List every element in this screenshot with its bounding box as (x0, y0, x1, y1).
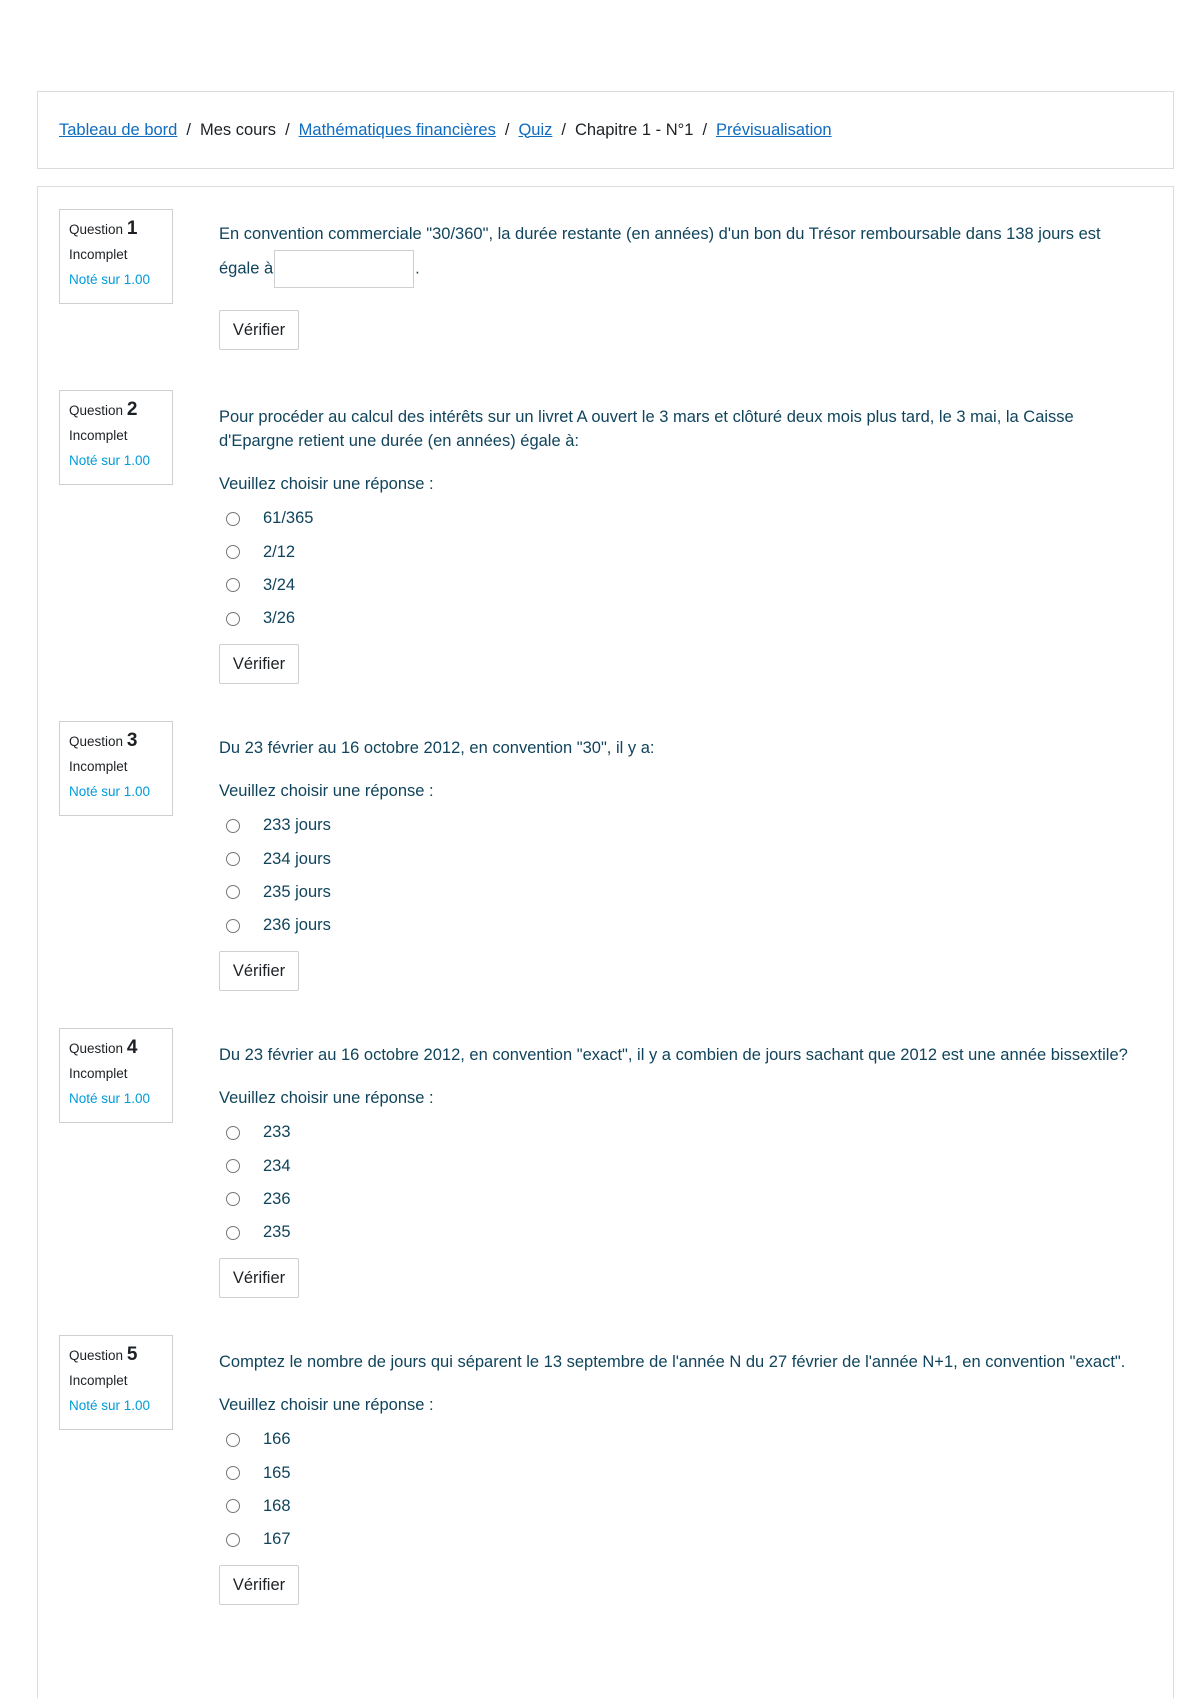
radio-button[interactable] (226, 852, 240, 866)
answer-option[interactable] (219, 569, 1143, 602)
answer-option[interactable] (219, 876, 1143, 909)
answer-label: 233 (263, 1123, 291, 1142)
answer-list (219, 1116, 1143, 1250)
radio-button[interactable] (226, 1499, 240, 1513)
radio-button[interactable] (226, 919, 240, 933)
check-button[interactable]: Vérifier (219, 951, 299, 991)
question-state: Incomplet (69, 428, 128, 443)
question-mark: Noté sur 1.00 (69, 272, 151, 287)
answer-label: 3/24 (263, 575, 296, 594)
answer-option[interactable] (219, 535, 1143, 568)
answer-option[interactable] (219, 1456, 1143, 1489)
answer-list (219, 809, 1143, 943)
question-mark: Noté sur 1.00 (69, 1398, 151, 1413)
radio-button[interactable] (226, 578, 240, 592)
question-label: Question (69, 1348, 124, 1363)
answer-prompt: Veuillez choisir une réponse : (219, 1396, 434, 1414)
answer-label: 167 (263, 1530, 291, 1549)
answer-label: 166 (263, 1430, 291, 1449)
radio-button[interactable] (226, 1433, 240, 1447)
question-mark: Noté sur 1.00 (69, 453, 151, 468)
questions-panel (37, 186, 1174, 1698)
question-state: Incomplet (69, 759, 128, 774)
question-label: Question (69, 403, 124, 418)
answer-option[interactable] (219, 1183, 1143, 1216)
question-content (219, 736, 1143, 991)
breadcrumb-separator: / (702, 120, 708, 139)
answer-option[interactable] (219, 1523, 1143, 1556)
answer-option[interactable] (219, 1116, 1143, 1149)
question-content (219, 222, 1143, 350)
answer-label: 236 (263, 1189, 291, 1208)
question-number: 3 (126, 730, 138, 751)
radio-button[interactable] (226, 1533, 240, 1547)
breadcrumb-separator: / (561, 120, 566, 139)
answer-option[interactable] (219, 1490, 1143, 1523)
question-state: Incomplet (69, 247, 128, 262)
question-title (69, 220, 172, 239)
answer-label: 168 (263, 1496, 291, 1515)
question-content (219, 405, 1143, 684)
breadcrumb-separator: / (504, 120, 510, 139)
question-mark: Noté sur 1.00 (69, 784, 151, 799)
question-text-after: . (415, 259, 420, 278)
question-title (69, 732, 172, 751)
answer-label: 235 (263, 1223, 291, 1242)
answer-label: 165 (263, 1463, 291, 1482)
question-text: Comptez le nombre de jours qui séparent le 13 septembre de l'année N du 27 février de l'année N+1, en convention "exact". (219, 1353, 1126, 1371)
answer-prompt: Veuillez choisir une réponse : (219, 1089, 434, 1107)
radio-button[interactable] (226, 545, 240, 559)
answer-prompt: Veuillez choisir une réponse : (219, 782, 434, 800)
breadcrumb-separator: / (285, 120, 290, 139)
check-button[interactable]: Vérifier (219, 310, 299, 350)
question-number: 5 (126, 1344, 138, 1365)
radio-button[interactable] (226, 1159, 240, 1173)
question-label: Question (69, 1041, 124, 1056)
breadcrumb-separator: / (186, 120, 191, 139)
question-info (59, 390, 173, 485)
answer-list (219, 502, 1143, 636)
radio-button[interactable] (226, 612, 240, 626)
answer-label: 234 jours (263, 849, 331, 868)
question-title (69, 1039, 172, 1058)
question-label: Question (69, 734, 124, 749)
question-text: Du 23 février au 16 octobre 2012, en convention "30", il y a: (219, 739, 655, 757)
check-button[interactable]: Vérifier (219, 1565, 299, 1605)
answer-label: 2/12 (263, 542, 296, 561)
question-content (219, 1350, 1143, 1605)
answer-label: 235 jours (263, 882, 331, 901)
answer-option[interactable] (219, 1149, 1143, 1182)
radio-button[interactable] (226, 1192, 240, 1206)
check-button[interactable]: Vérifier (219, 644, 299, 684)
radio-button[interactable] (226, 1126, 240, 1140)
question-text: Du 23 février au 16 octobre 2012, en convention "exact", il y a combien de jours sachant que 2012 est une année bissextile? (219, 1046, 1128, 1064)
radio-button[interactable] (226, 1466, 240, 1480)
question-text: Pour procéder au calcul des intérêts sur un livret A ouvert le 3 mars et clôturé deux mois plus tard, le 3 mai, la Caisse d'Epargne retient une durée (en années) égale à: (219, 408, 1074, 450)
answer-option[interactable] (219, 909, 1143, 942)
answer-option[interactable] (219, 602, 1143, 635)
question-number: 4 (126, 1037, 138, 1058)
answer-label: 233 jours (263, 816, 331, 835)
breadcrumb-preview-link[interactable]: Prévisualisation (716, 120, 832, 139)
answer-option[interactable] (219, 1216, 1143, 1249)
answer-option[interactable] (219, 842, 1143, 875)
question-mark: Noté sur 1.00 (69, 1091, 151, 1106)
answer-list (219, 1423, 1143, 1557)
answer-label: 236 jours (263, 916, 331, 935)
question-label: Question (69, 222, 124, 237)
breadcrumb-chapter[interactable]: Chapitre 1 - N°1 (574, 120, 694, 139)
radio-button[interactable] (226, 1226, 240, 1240)
answer-option[interactable] (219, 502, 1143, 535)
question-info (59, 1028, 173, 1123)
radio-button[interactable] (226, 512, 240, 526)
question-content (219, 1043, 1143, 1298)
question-state: Incomplet (69, 1373, 128, 1388)
answer-label: 3/26 (263, 609, 296, 628)
breadcrumb-quiz-link[interactable]: Quiz (518, 120, 553, 139)
answer-prompt: Veuillez choisir une réponse : (219, 475, 434, 493)
question-title (69, 1346, 172, 1365)
question-info (59, 1335, 173, 1430)
question-number: 1 (126, 218, 138, 239)
breadcrumb-course-link[interactable]: Mathématiques financières (298, 120, 496, 139)
check-button[interactable]: Vérifier (219, 1258, 299, 1298)
breadcrumb-dashboard-link[interactable]: Tableau de bord (59, 120, 178, 139)
answer-label: 234 (263, 1156, 291, 1175)
question-state: Incomplet (69, 1066, 128, 1081)
radio-button[interactable] (226, 885, 240, 899)
breadcrumb (37, 91, 1174, 169)
answer-option[interactable] (219, 1423, 1143, 1456)
radio-button[interactable] (226, 819, 240, 833)
question-title (69, 401, 172, 420)
answer-input[interactable] (274, 250, 414, 288)
question-info (59, 721, 173, 816)
answer-option[interactable] (219, 809, 1143, 842)
breadcrumb-my-courses: Mes cours (199, 120, 277, 139)
question-info (59, 209, 173, 304)
answer-label: 61/365 (263, 509, 314, 528)
question-number: 2 (126, 399, 138, 420)
question-text-before: En convention commerciale "30/360", la durée restante (en années) d'un bon du Trésor remboursable dans 138 jours est égale à (219, 225, 1101, 278)
question-text (219, 218, 1143, 288)
